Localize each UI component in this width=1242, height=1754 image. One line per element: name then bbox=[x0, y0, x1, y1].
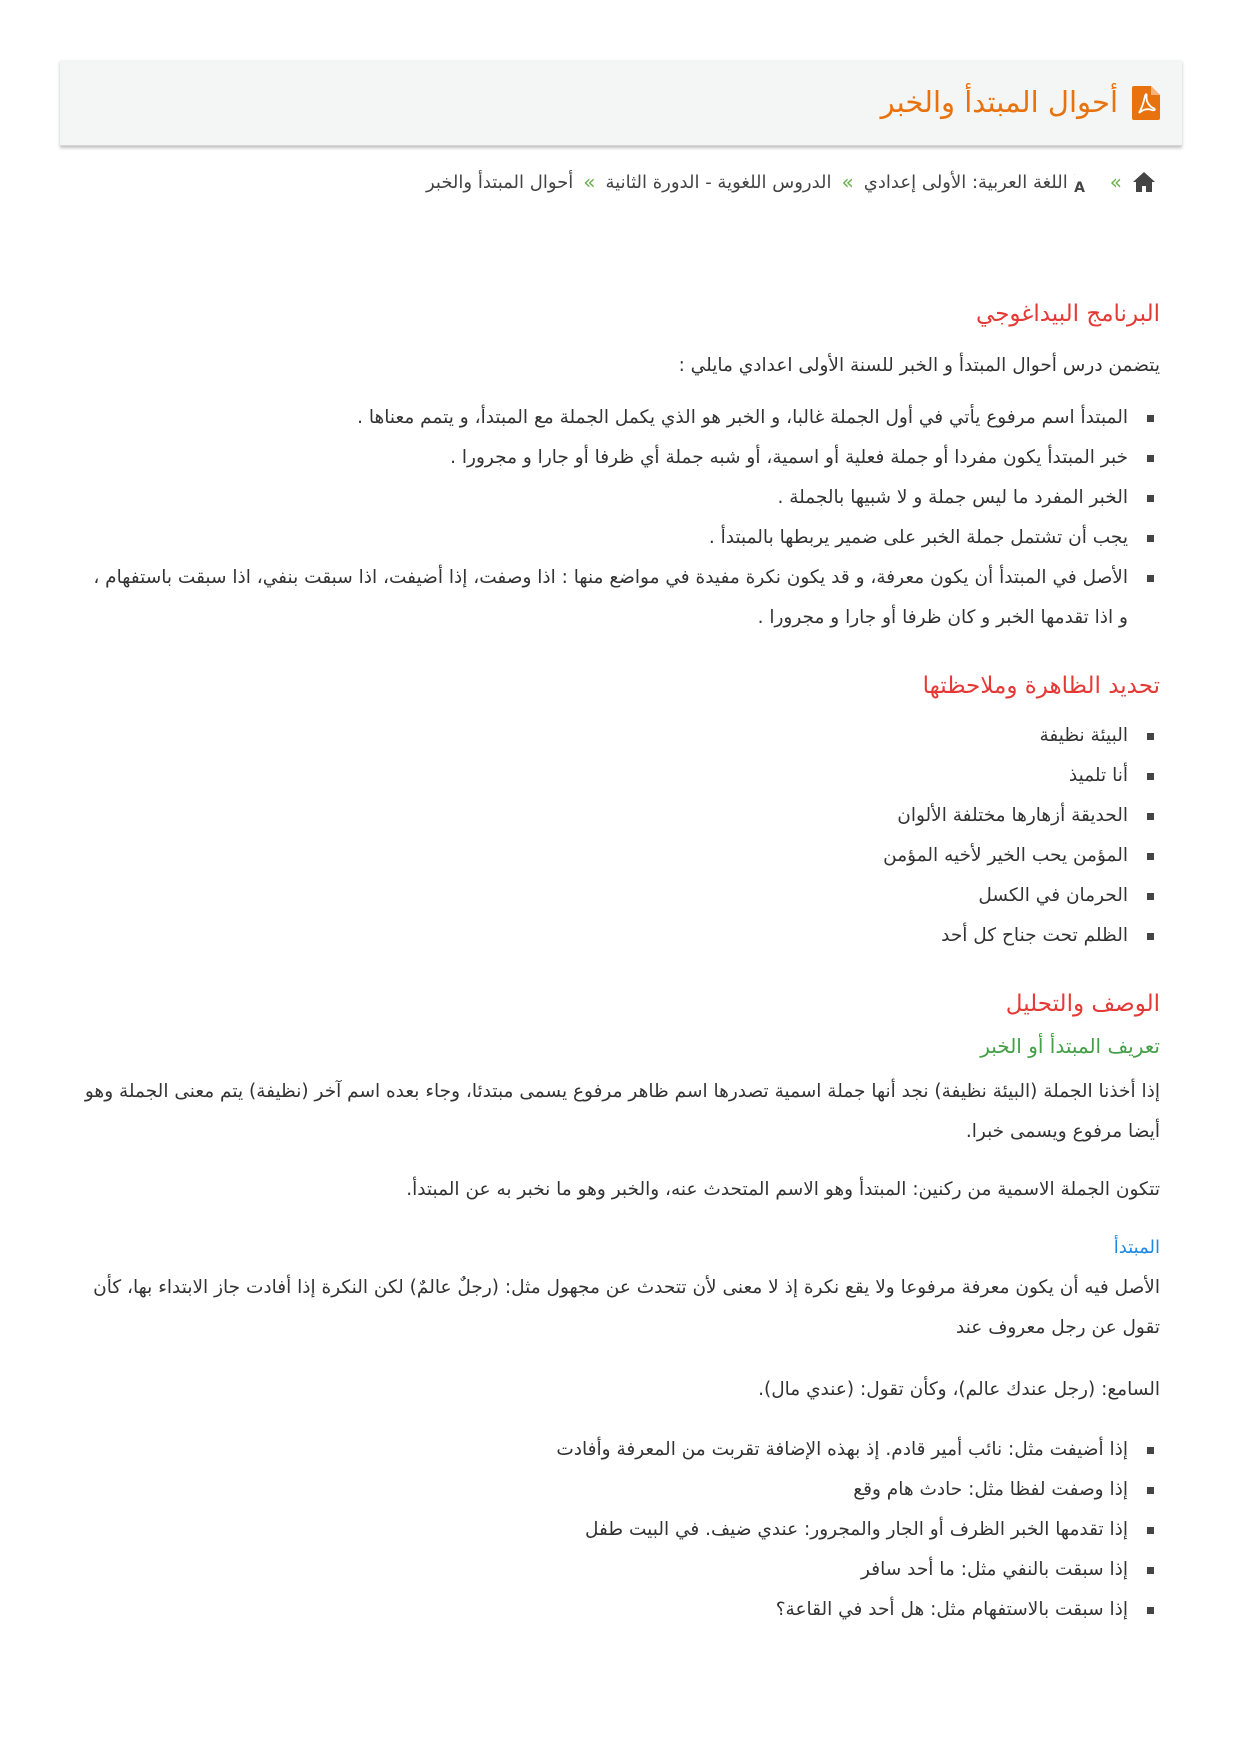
list-item: الحرمان في الكسل bbox=[80, 876, 1160, 916]
home-icon[interactable] bbox=[1132, 171, 1156, 193]
heading-program: البرنامج البيداغوجي bbox=[976, 301, 1160, 327]
breadcrumb-item-current: أحوال المبتدأ والخبر bbox=[425, 171, 574, 193]
list-item: المبتدأ اسم مرفوع يأتي في أول الجملة غالبا، و الخبر هو الذي يكمل الجملة مع المبتدأ، و يتمم معناها . bbox=[80, 398, 1160, 438]
list-item: الخبر المفرد ما ليس جملة و لا شبيها بالجملة . bbox=[80, 478, 1160, 518]
list-item: الظلم تحت جناح كل أحد bbox=[80, 916, 1160, 956]
section-phenomenon bbox=[80, 664, 1160, 956]
paragraph: السامع: (رجل عندك عالم)، وكأن تقول: (عندي مال). bbox=[758, 1379, 1160, 1400]
breadcrumb bbox=[426, 170, 1156, 194]
list-item: إذا تقدمها الخبر الظرف أو الجار والمجرور: عندي ضيف. في البيت طفل bbox=[80, 1510, 1160, 1550]
translate-icon bbox=[1074, 170, 1100, 194]
breadcrumb-separator: » bbox=[841, 170, 854, 194]
breadcrumb-label-subject: اللغة العربية: الأولى إعدادي bbox=[863, 171, 1068, 193]
svg-text:A: A bbox=[1073, 180, 1085, 194]
list-item: أنا تلميذ bbox=[80, 756, 1160, 796]
breadcrumb-item-subject[interactable] bbox=[864, 170, 1100, 194]
list-item: إذا سبقت بالاستفهام مثل: هل أحد في القاعة؟ bbox=[80, 1590, 1160, 1630]
list-item: إذا وصفت لفظا مثل: حادث هام وقع bbox=[80, 1470, 1160, 1510]
paragraph: إذا أخذنا الجملة (البيئة نظيفة) نجد أنها جملة اسمية تصدرها اسم ظاهر مرفوع يسمى مبتدئا، وجاء بعده اسم آخر (نظيفة) يتم معنى الجملة وهو أيضا مرفوع ويسمى خبرا. bbox=[84, 1081, 1160, 1142]
paragraph: تتكون الجملة الاسمية من ركنين: المبتدأ وهو الاسم المتحدث عنه، والخبر وهو ما نخبر به عن المبتدأ. bbox=[406, 1179, 1160, 1200]
breadcrumb-separator: » bbox=[1109, 170, 1122, 194]
heading-analysis: الوصف والتحليل bbox=[1005, 991, 1160, 1017]
analysis-list bbox=[80, 1430, 1160, 1630]
list-item: الحديقة أزهارها مختلفة الألوان bbox=[80, 796, 1160, 836]
phenomenon-list bbox=[80, 716, 1160, 956]
pdf-icon[interactable] bbox=[1132, 86, 1160, 120]
program-intro: يتضمن درس أحوال المبتدأ و الخبر للسنة الأولى اعدادي مايلي : bbox=[678, 355, 1160, 376]
subheading-mubtada: المبتدأ bbox=[1113, 1237, 1160, 1258]
paragraph: الأصل فيه أن يكون معرفة مرفوعا ولا يقع نكرة إذ لا معنى لأن تتحدث عن مجهول مثل: (رجلٌ عالمٌ) لكن النكرة إذا أفادت جاز الابتداء بها، كأن تقول عن رجل معروف عند bbox=[93, 1277, 1160, 1338]
section-analysis bbox=[80, 982, 1160, 1630]
breadcrumb-item-lessons[interactable]: الدروس اللغوية - الدورة الثانية bbox=[605, 171, 832, 193]
page-header bbox=[60, 60, 1182, 146]
subheading-definition: تعريف المبتدأ أو الخبر bbox=[980, 1034, 1160, 1058]
list-item: البيئة نظيفة bbox=[80, 716, 1160, 756]
list-item: المؤمن يحب الخير لأخيه المؤمن bbox=[80, 836, 1160, 876]
list-item: يجب أن تشتمل جملة الخبر على ضمير يربطها بالمبتدأ . bbox=[80, 518, 1160, 558]
breadcrumb-separator: » bbox=[583, 170, 596, 194]
list-item: الأصل في المبتدأ أن يكون معرفة، و قد يكون نكرة مفيدة في مواضع منها : اذا وصفت، إذا أضيفت، اذا سبقت بنفي، اذا سبقت باستفهام ، و اذا تقدمها الخبر و كان ظرفا أو جارا و مجرورا . bbox=[80, 558, 1160, 638]
page-title: أحوال المبتدأ والخبر bbox=[880, 85, 1118, 119]
list-item: إذا أضيفت مثل: نائب أمير قادم. إذ بهذه الإضافة تقربت من المعرفة وأفادت bbox=[80, 1430, 1160, 1470]
heading-phenomenon: تحديد الظاهرة وملاحظتها bbox=[922, 673, 1160, 699]
list-item: إذا سبقت بالنفي مثل: ما أحد سافر bbox=[80, 1550, 1160, 1590]
list-item: خبر المبتدأ يكون مفردا أو جملة فعلية أو اسمية، أو شبه جملة أي ظرفا أو جارا و مجرورا . bbox=[80, 438, 1160, 478]
program-list bbox=[80, 398, 1160, 638]
section-program bbox=[80, 292, 1160, 638]
lesson-content bbox=[80, 292, 1160, 1630]
